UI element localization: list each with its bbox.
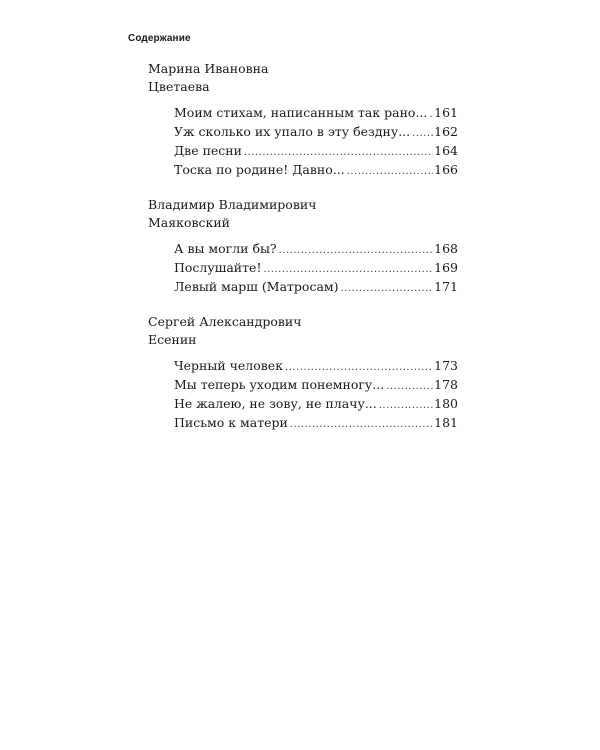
toc-entry[interactable] [174,141,458,160]
toc-section-esenin [148,313,458,432]
entry-title: Тоска по родине! Давно... [174,162,345,177]
toc-entry[interactable] [174,413,458,432]
dot-leader [412,124,433,143]
toc-entry[interactable] [174,394,458,413]
author-name [148,60,458,96]
entry-page-number: 162 [434,124,458,139]
entry-page-number: 164 [434,143,458,158]
toc-entry[interactable] [174,239,458,258]
toc-section-tsvetaeva [148,60,458,179]
author-last-name: Цветаева [148,79,210,94]
entry-list [148,356,458,432]
toc-entry[interactable] [174,375,458,394]
dot-leader [290,415,433,434]
entry-page-number: 180 [434,396,458,411]
author-name [148,313,458,349]
author-name [148,196,458,232]
table-of-contents [148,60,458,449]
toc-section-mayakovsky [148,196,458,296]
author-first-name: Владимир Владимирович [148,197,317,212]
entry-page-number: 169 [434,260,458,275]
toc-entry[interactable] [174,258,458,277]
entry-title: Мы теперь уходим понемногу... [174,377,385,392]
entry-title: Левый марш (Матросам) [174,279,339,294]
dot-leader [379,396,433,415]
entry-page-number: 168 [434,241,458,256]
entry-title: Черный человек [174,358,284,373]
entry-title: А вы могли бы? [174,241,277,256]
author-last-name: Есенин [148,332,197,347]
dot-leader [279,241,434,260]
entry-list [148,239,458,296]
page-title: Содержание [128,33,191,44]
entry-title: Письмо к матери [174,415,288,430]
toc-entry[interactable] [174,122,458,141]
entry-page-number: 161 [434,105,458,120]
toc-entry[interactable] [174,103,458,122]
author-last-name: Маяковский [148,215,230,230]
entry-title: Две песни [174,143,242,158]
entry-title: Уж сколько их упало в эту бездну... [174,124,411,139]
toc-entry[interactable] [174,356,458,375]
dot-leader [347,162,433,181]
toc-entry[interactable] [174,277,458,296]
entry-list [148,103,458,179]
author-first-name: Марина Ивановна [148,61,269,76]
entry-page-number: 171 [434,279,458,294]
entry-title: Моим стихам, написанным так рано... [174,105,428,120]
entry-page-number: 166 [434,162,458,177]
entry-page-number: 181 [434,415,458,430]
dot-leader [386,377,433,396]
dot-leader [429,105,433,124]
entry-page-number: 173 [434,358,458,373]
entry-title: Послушайте! [174,260,262,275]
author-first-name: Сергей Александрович [148,314,302,329]
toc-entry[interactable] [174,160,458,179]
entry-page-number: 178 [434,377,458,392]
dot-leader [341,279,434,298]
entry-title: Не жалею, не зову, не плачу... [174,396,377,411]
